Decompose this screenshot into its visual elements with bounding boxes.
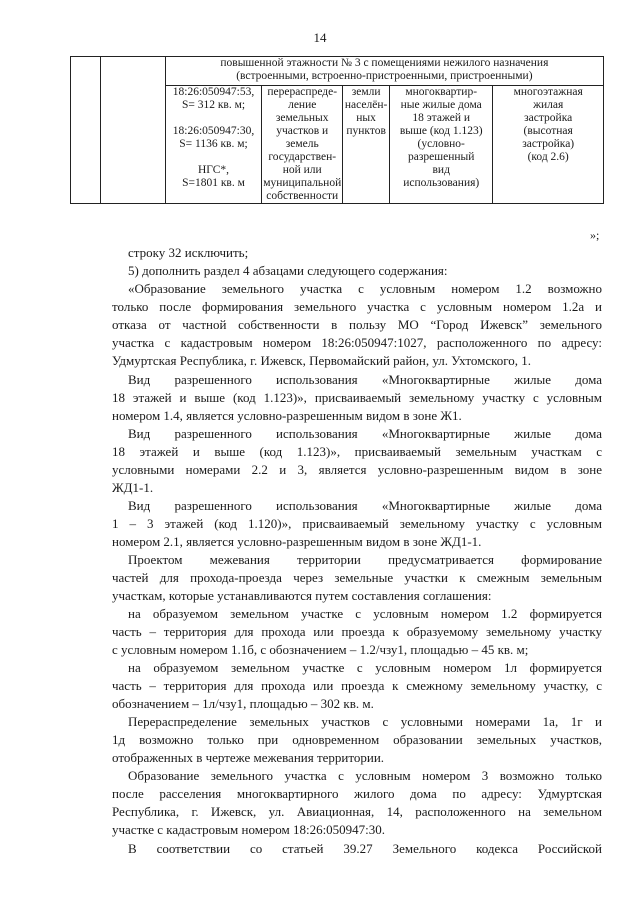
text-line: 5) дополнить раздел 4 абзацами следующего содержания: [128, 263, 448, 278]
table-row-header [165, 57, 603, 86]
text-line: Удмуртская Республика, г. Ижевск, Первомайский район, ул. Ухтомского, 1. [112, 353, 532, 368]
zone-use-line: застройка [524, 112, 573, 124]
text-line: участкам, которые устанавливаются путем составления соглашения: [112, 588, 492, 603]
procedure-line: участков и [276, 125, 329, 137]
procedure-line: земель [285, 138, 319, 150]
text-line: 1 – 3 этажей (код 1.120)», присваиваемый земельному участку с условным [112, 516, 602, 531]
permitted-use-line: использования) [403, 177, 480, 189]
text-line: В соответствии со статьей 39.27 Земельного кодекса Российской [128, 841, 602, 856]
permitted-use-line: ные жилые дома [400, 99, 482, 111]
zone-use-line: (код 2.6) [527, 151, 569, 163]
text-line: номером 1.4, является условно-разрешенным видом в зоне Ж1. [112, 408, 462, 423]
text-line: условными номерами 2.2 и 3, является условно-разрешенным видом в зоне [112, 462, 602, 477]
text-line: с условным номером 1.1б, с обозначением – 1.2/чзу1, площадью – 45 кв. м; [112, 642, 529, 657]
text-line: на образуемом земельном участке с условным номером 1л формируется [128, 660, 602, 675]
land-category-line: населён- [344, 99, 388, 111]
text-line: 18 этажей и выше (код 1.123)», присваиваемый земельному участку с условным [112, 390, 602, 405]
cadastral-line: S= 1136 кв. м; [179, 138, 248, 150]
land-category-line: ных [356, 112, 376, 124]
procedure-cell [262, 86, 343, 204]
cadastral-cell [165, 86, 262, 204]
table-empty-cell [100, 57, 165, 204]
cadastral-line: S=1801 кв. м [182, 177, 245, 189]
text-line: обозначением – 1л/чзу1, площадью – 302 кв. м. [112, 696, 374, 711]
text-line: только после формирования земельного участка с условным номером 1.2а и [112, 299, 602, 314]
table-empty-cell [71, 57, 101, 204]
text-line: после расселения многоквартирного жилого дома по адресу: Удмуртская [112, 786, 602, 801]
text-line: Республика, г. Ижевск, ул. Авиационная, 14, расположенного на земельном [112, 804, 602, 819]
text-line: участка с кадастровым номером 18:26:050947:1027, расположенного по адресу: [112, 335, 602, 350]
permitted-use-line: (условно- [417, 138, 465, 150]
text-line: участке с кадастровым номером 18:26:050947:30. [112, 822, 386, 837]
land-category-line: земли [351, 86, 381, 98]
text-line: ЖД1-1. [112, 480, 154, 495]
text-line: Вид разрешенного использования «Многоквартирные жилые дома [128, 498, 602, 513]
text-line: Вид разрешенного использования «Многоквартирные жилые дома [128, 426, 602, 441]
zone-use-line: многоэтажная [513, 86, 583, 98]
text-line: 18 этажей и выше (код 1.123)», присваиваемый земельным участкам с [112, 444, 602, 459]
procedure-line: земельных [275, 112, 329, 124]
table-closing-quote: »; [590, 228, 600, 242]
cadastral-line: 18:26:050947:30, [172, 125, 255, 137]
procedure-line: ление [288, 99, 317, 111]
cadastral-line: НГС*, [197, 164, 230, 176]
text-line: часть – территория для прохода или проезда к образуемому земельному участку [112, 624, 602, 639]
land-category-line: пунктов [346, 125, 386, 137]
text-line: Перераспределение земельных участков с условными номерами 1а, 1г и [128, 714, 602, 729]
zone-use-line: застройка) [522, 138, 575, 150]
text-line: часть – территория для прохода или проезда к смежному земельному участку, с [112, 678, 602, 693]
cadastral-line: S= 312 кв. м; [181, 99, 246, 111]
text-line: отказа от частной собственности в пользу МО “Город Ижевск” земельного [112, 317, 602, 332]
procedure-line: муниципальной [263, 177, 342, 189]
text-line: номером 2.1, является условно-разрешенным видом в зоне ЖД1-1. [112, 534, 482, 549]
text-line: на образуемом земельном участке с условным номером 1.2 формируется [128, 606, 602, 621]
text-line: Образование земельного участка с условным номером 3 возможно только [128, 768, 602, 783]
procedure-line: собственности [266, 190, 339, 202]
text-line: строку 32 исключить; [128, 245, 249, 260]
land-plots-table [70, 56, 604, 204]
permitted-use-line: разрешенный [408, 151, 475, 163]
table-header-line: повышенной этажности № 3 с помещениями нежилого назначения [220, 57, 549, 69]
zone-use-cell [493, 86, 604, 204]
permitted-use-line: вид [432, 164, 450, 176]
land-category-cell [343, 86, 390, 204]
permitted-use-line: многоквартир- [405, 86, 478, 98]
procedure-line: ной или [282, 164, 322, 176]
text-line: отображенных в чертеже межевания территории. [112, 750, 385, 765]
permitted-use-line: выше (код 1.123) [399, 125, 483, 137]
permitted-use-line: 18 этажей и [412, 112, 471, 124]
table-header-line: (встроенными, встроенно-пристроенными, пристроенными) [236, 70, 533, 82]
text-line: Вид разрешенного использования «Многоквартирные жилые дома [128, 372, 602, 387]
text-line: частей для прохода-проезда через земельные участки к смежным земельным [112, 570, 602, 585]
procedure-line: перераспреде- [267, 86, 338, 98]
cadastral-line: 18:26:050947:53, [172, 86, 255, 98]
text-line: Проектом межевания территории предусматривается формирование [128, 552, 602, 567]
text-line: «Образование земельного участка с условным номером 1.2 возможно [128, 281, 602, 296]
permitted-use-cell [390, 86, 493, 204]
page-number: 14 [313, 30, 327, 45]
zone-use-line: (высотная [523, 125, 573, 137]
procedure-line: государствен- [268, 151, 337, 163]
zone-use-line: жилая [533, 99, 564, 111]
text-line: 1д возможно только при одновременном образовании земельных участков, [112, 732, 602, 747]
